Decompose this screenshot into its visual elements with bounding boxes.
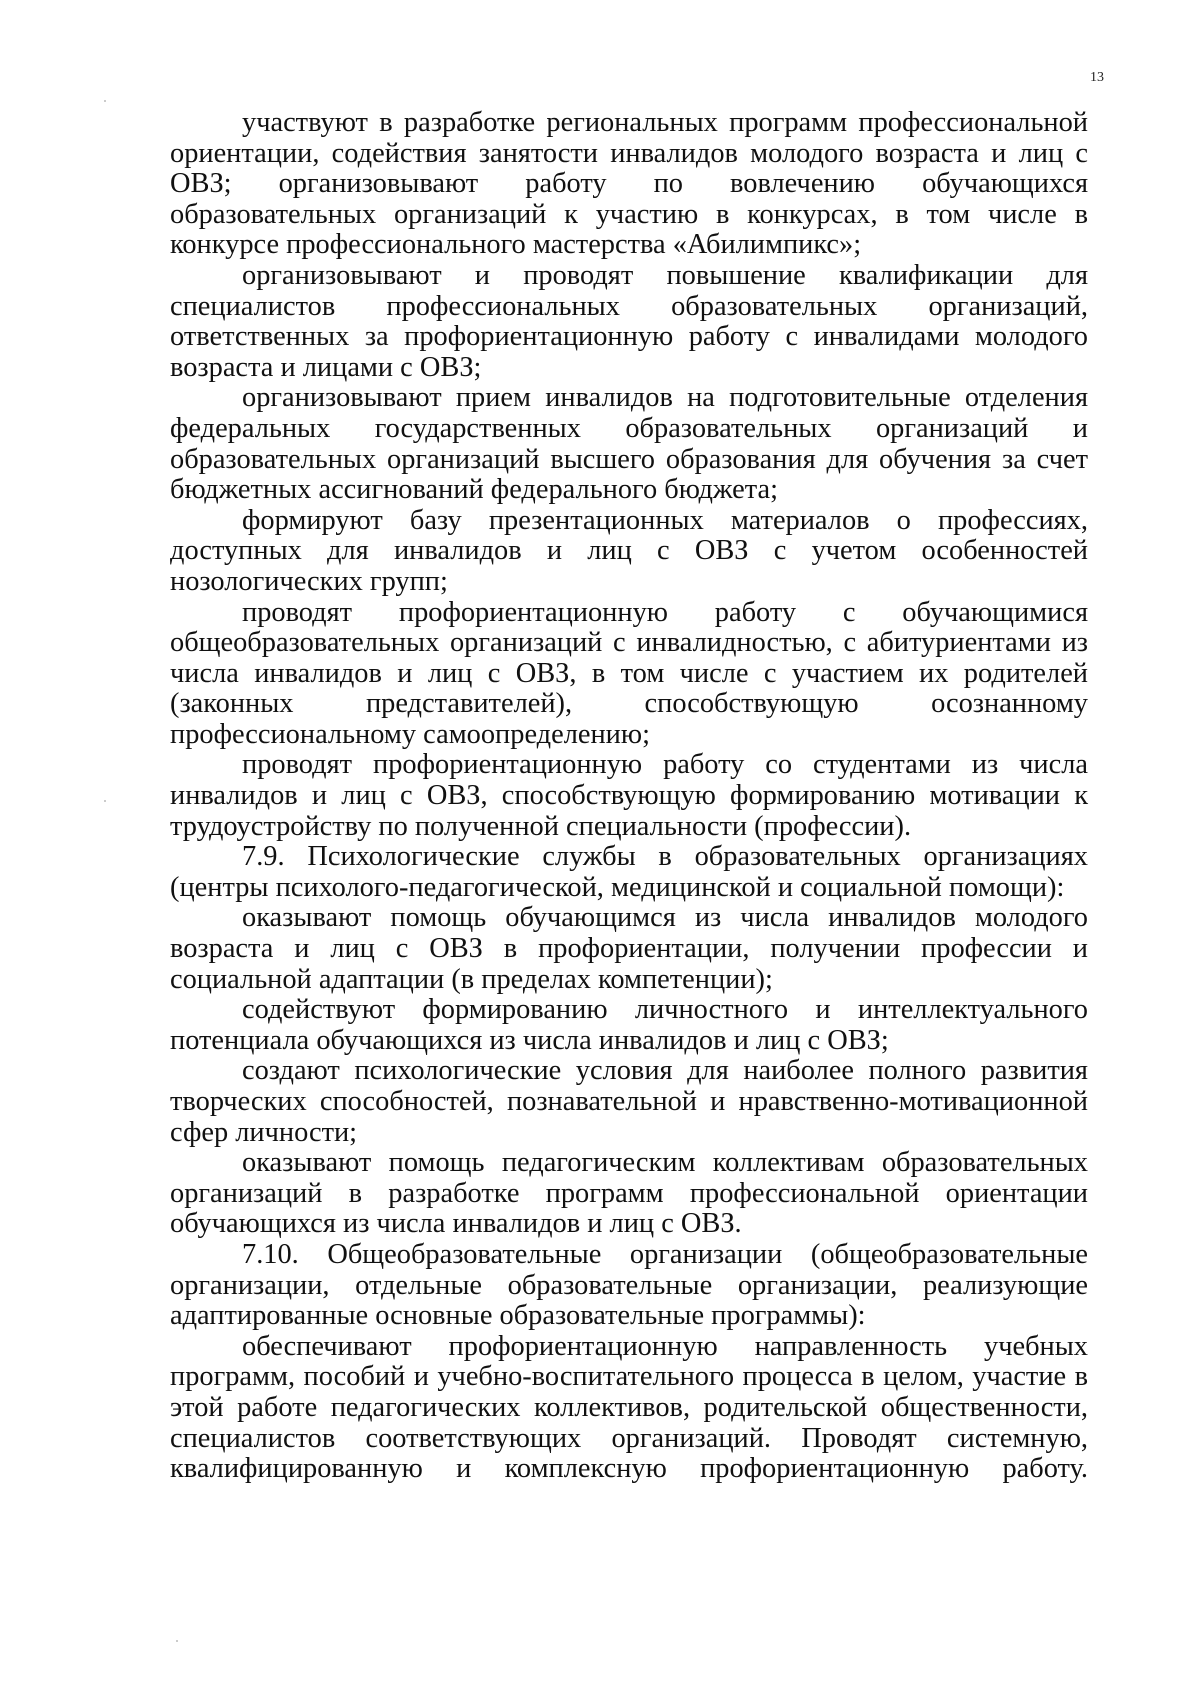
paragraph-11: оказывают помощь педагогическим коллективам образовательных организаций в разработке программ профессиональной ориентации обучающихся из числа инвалидов и лиц с ОВЗ. <box>170 1147 1088 1240</box>
paragraph-7-9-heading: 7.9. Психологические службы в образовательных организациях (центры психолого-педагогической, медицинской и социальной помощи): <box>170 841 1088 903</box>
paragraph-9: содействуют формированию личностного и интеллектуального потенциала обучающихся из числа инвалидов и лиц с ОВЗ; <box>170 994 1088 1056</box>
paragraph-7-10-heading: 7.10. Общеобразовательные организации (общеобразовательные организации, отдельные образовательные организации, реализующие адаптированные основные образовательные программы): <box>170 1238 1088 1332</box>
scan-speck <box>104 100 106 102</box>
paragraph-13: обеспечивают профориентационную направленность учебных программ, пособий и учебно-воспитательного процесса в целом, участие в этой работе педагогических коллективов, родительской общественности, специалистов соответствующих организаций. Проводят системную, квалифицированную и комплексную профориентационную работу. <box>170 1330 1088 1485</box>
paragraph-8: оказывают помощь обучающимся из числа инвалидов молодого возраста и лиц с ОВЗ в профориентации, получении профессии и социальной адаптации (в пределах компетенции); <box>170 902 1088 995</box>
scan-speck <box>176 1640 178 1642</box>
document-body <box>170 108 1088 1485</box>
paragraph-6: проводят профориентационную работу со студентами из числа инвалидов и лиц с ОВЗ, способствующую формированию мотивации к трудоустройству по полученной специальности (профессии). <box>170 749 1088 842</box>
paragraph-1: участвуют в разработке региональных программ профессиональной ориентации, содействия занятости инвалидов молодого возраста и лиц с ОВЗ; организовывают работу по вовлечению обучающихся образовательных организаций к участию в конкурсах, в том числе в конкурсе профессионального мастерства «Абилимпикс»; <box>170 107 1088 261</box>
paragraph-3: организовывают прием инвалидов на подготовительные отделения федеральных государственных образовательных организаций и образовательных организаций высшего образования для обучения за счет бюджетных ассигнований федерального бюджета; <box>170 382 1088 506</box>
page-number: 13 <box>1090 70 1104 85</box>
paragraph-2: организовывают и проводят повышение квалификации для специалистов профессиональных образовательных организаций, ответственных за профориентационную работу с инвалидами молодого возраста и лицами с ОВЗ; <box>170 259 1088 383</box>
paragraph-4: формируют базу презентационных материалов о профессиях, доступных для инвалидов и лиц с ОВЗ с учетом особенностей нозологических групп; <box>170 504 1088 597</box>
paragraph-10: создают психологические условия для наиболее полного развития творческих способностей, познавательной и нравственно-мотивационной сфер личности; <box>170 1055 1088 1148</box>
paragraph-5: проводят профориентационную работу с обучающимися общеобразовательных организаций с инвалидностью, с абитуриентами из числа инвалидов и лиц с ОВЗ, в том числе с участием их родителей (законных представителей), способствующую осознанному профессиональному самоопределению; <box>170 596 1088 750</box>
scan-speck <box>104 800 106 802</box>
